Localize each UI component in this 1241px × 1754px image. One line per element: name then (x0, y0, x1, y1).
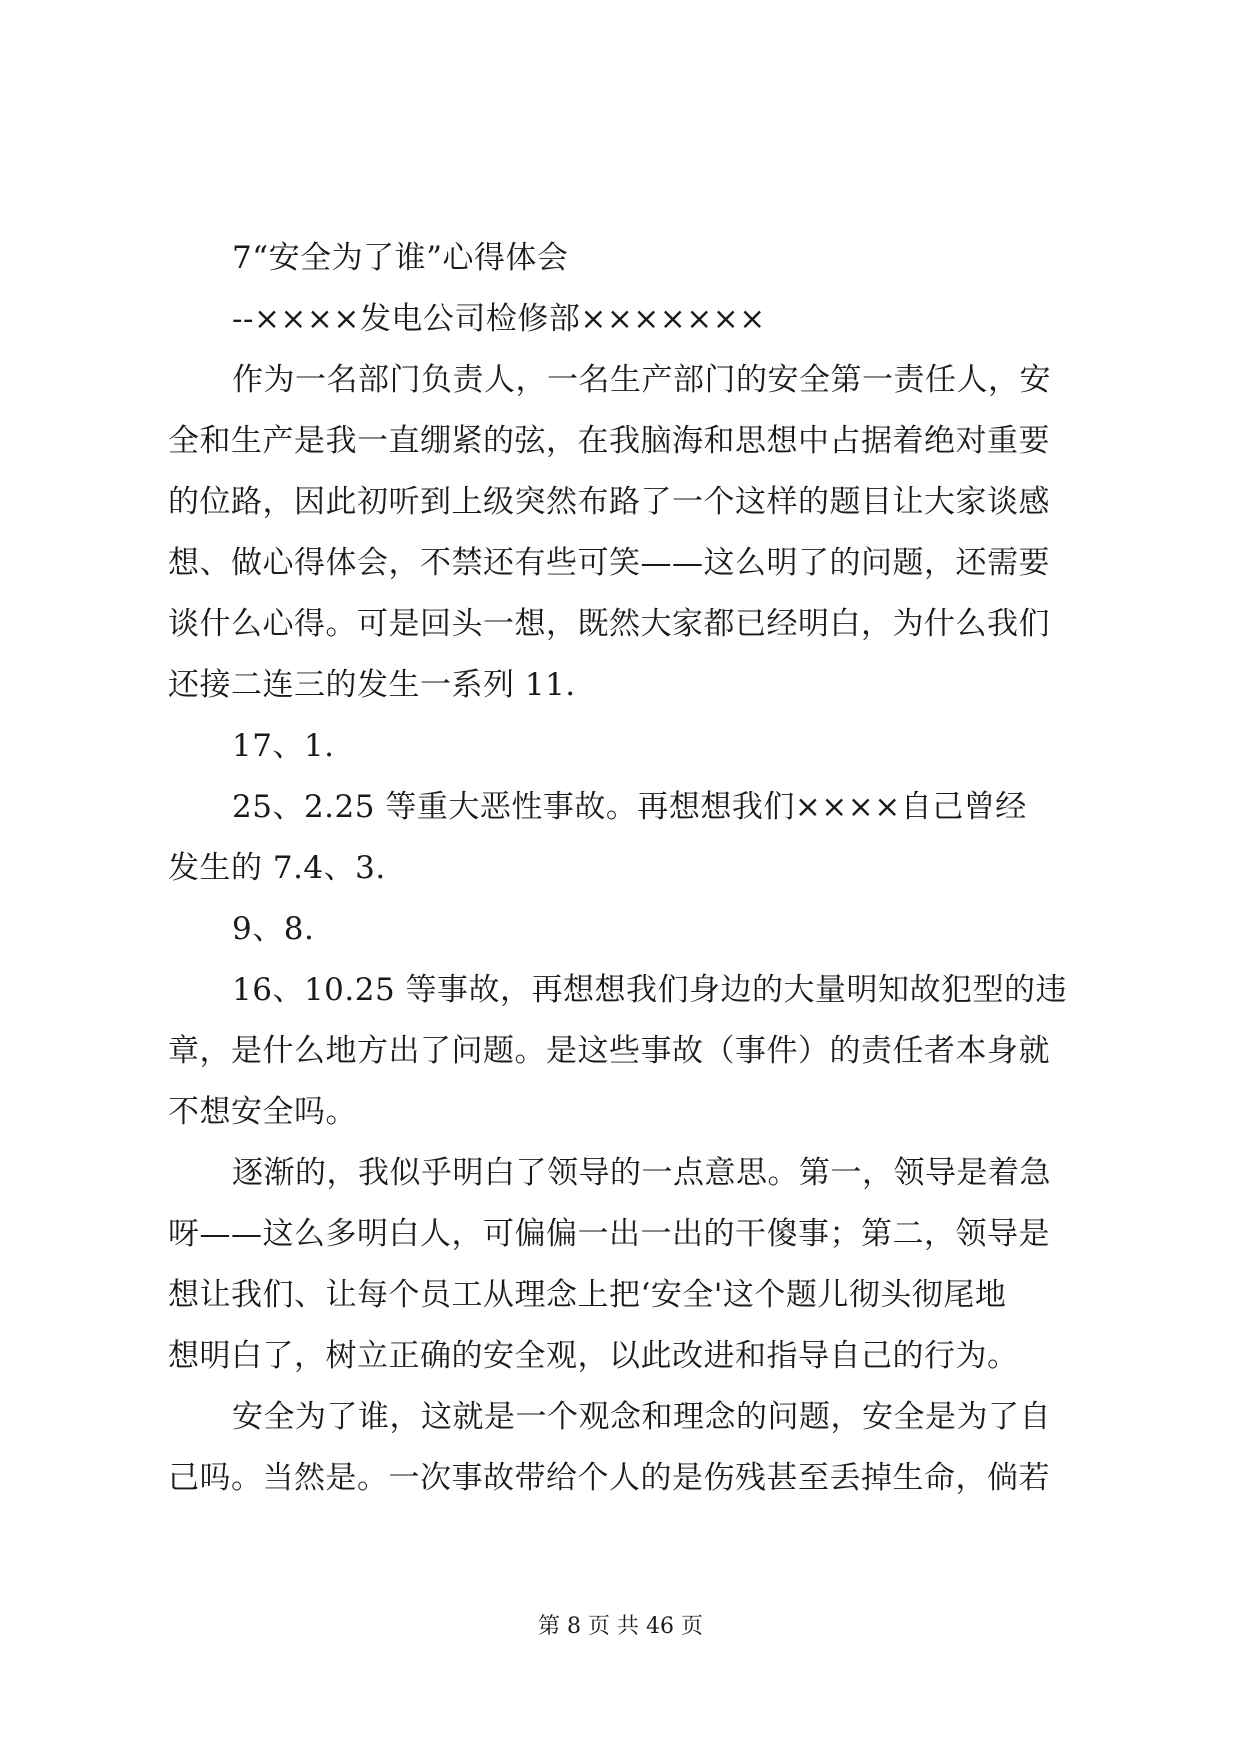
paragraph-line: 的位路，因此初听到上级突然布路了一个这样的题目让大家谈感 (168, 484, 1050, 520)
paragraph-line: 作为一名部门负责人，一名生产部门的安全第一责任人，安 (232, 362, 1051, 398)
paragraph-line: 想、做心得体会，不禁还有些可笑——这么明了的问题，还需要 (168, 545, 1050, 581)
paragraph-line: 安全为了谁，这就是一个观念和理念的问题，安全是为了自 (232, 1399, 1051, 1435)
paragraph-line: 呀——这么多明白人，可偏偏一出一出的干傻事；第二，领导是 (168, 1216, 1050, 1252)
paragraph-line: 不想安全吗。 (168, 1094, 357, 1130)
page-number-footer: 第 8 页 共 46 页 (538, 1614, 703, 1639)
paragraph-line: 想让我们、让每个员工从理念上把‘安全'这个题儿彻头彻尾地 (168, 1277, 1007, 1313)
paragraph-line: 25、2.25 等重大恶性事故。再想想我们××××自己曾经 (232, 789, 1027, 825)
paragraph-line: 全和生产是我一直绷紧的弦，在我脑海和思想中占据着绝对重要 (168, 423, 1050, 459)
paragraph-line: 谈什么心得。可是回头一想，既然大家都已经明白，为什么我们 (168, 606, 1050, 642)
essay-title: 7“安全为了谁”心得体会 (232, 240, 569, 276)
document-body (168, 228, 1080, 1509)
author-line: --××××发电公司检修部××××××× (232, 301, 766, 337)
paragraph-line: 想明白了，树立正确的安全观，以此改进和指导自己的行为。 (168, 1338, 1019, 1374)
paragraph-line: 章，是什么地方出了问题。是这些事故（事件）的责任者本身就 (168, 1033, 1050, 1069)
paragraph-line: 16、10.25 等事故，再想想我们身边的大量明知故犯型的违 (232, 972, 1068, 1008)
paragraph-line: 17、1. (232, 728, 335, 764)
paragraph-line: 还接二连三的发生一系列 11. (168, 667, 576, 703)
paragraph-line: 逐渐的，我似乎明白了领导的一点意思。第一，领导是着急 (232, 1155, 1051, 1191)
paragraph-line: 发生的 7.4、3. (168, 850, 386, 886)
paragraph-line: 9、8. (232, 911, 315, 947)
paragraph-line: 己吗。当然是。一次事故带给个人的是伤残甚至丢掉生命，倘若 (168, 1460, 1050, 1496)
